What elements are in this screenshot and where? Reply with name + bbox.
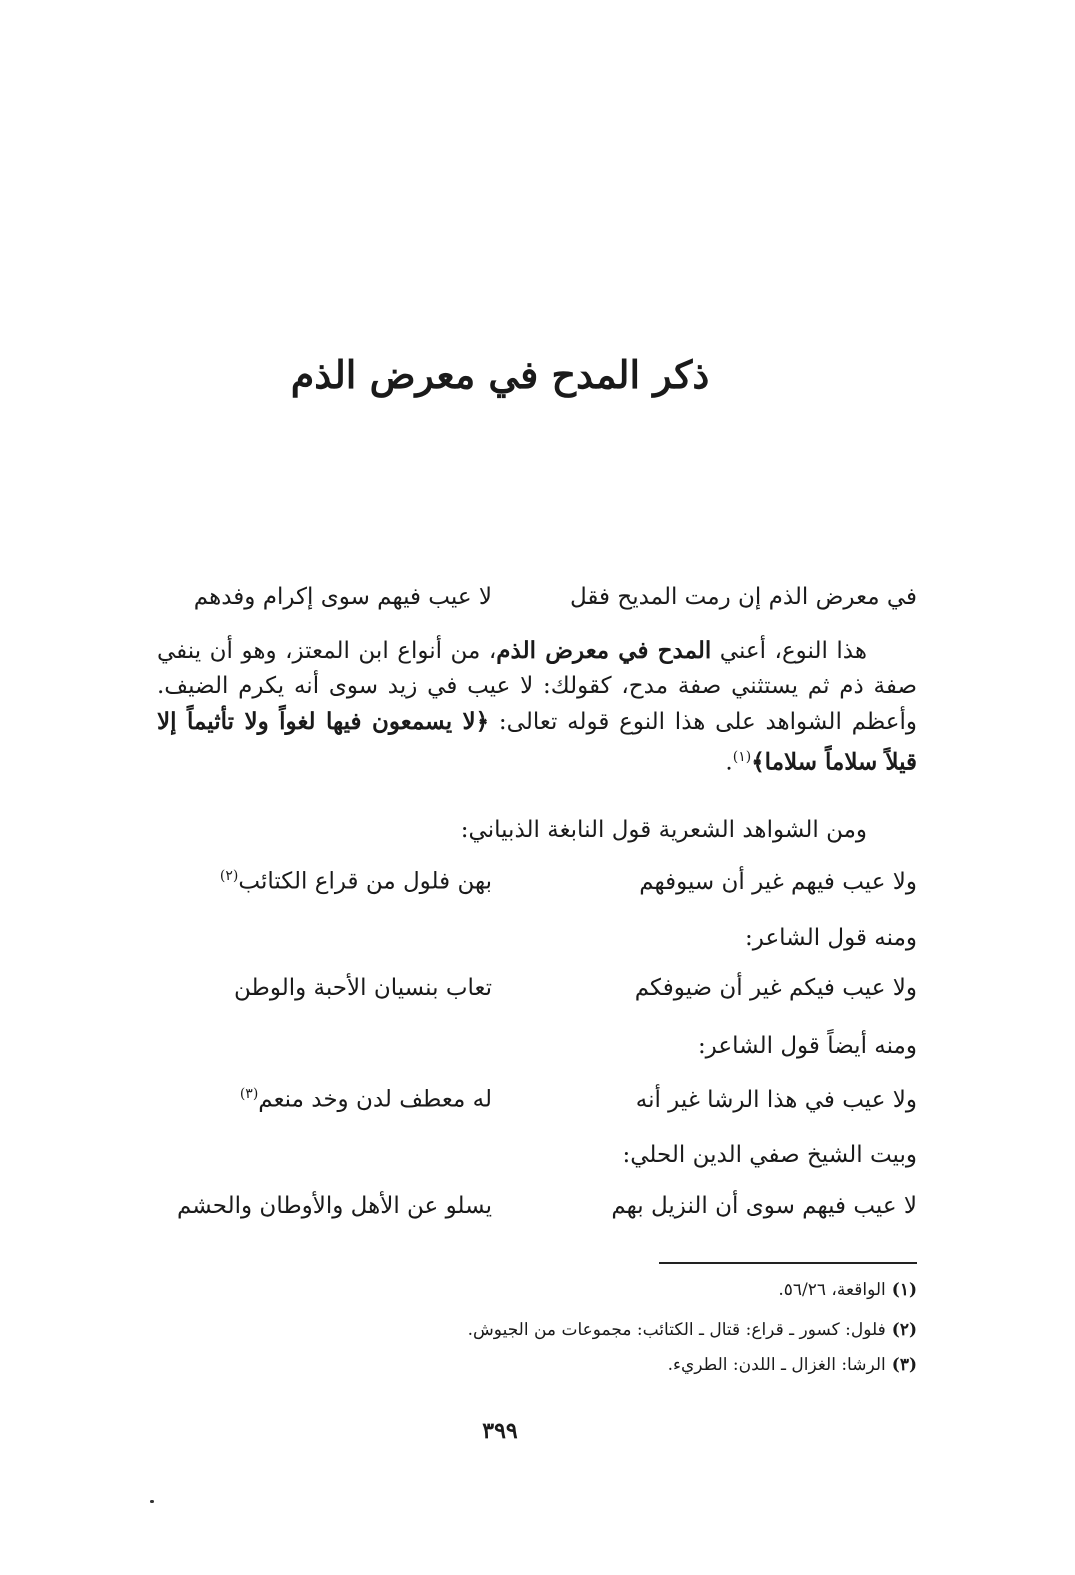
footnote-2-text: فلول: كسور ـ قراع: قتال ـ الكتائب: مجموعات من الجيوش. [467,1320,886,1340]
verse-1-first-hemistich: في معرض الذم إن رمت المديح فقل [569,584,917,610]
verse-3-first-hemistich: ولا عيب فيكم غير أن ضيوفكم [634,975,917,1001]
body-paragraph [157,633,917,781]
footnote-2 [157,1320,917,1340]
page-number: ٣٩٩ [482,1418,518,1444]
verse-1-second-hemistich: لا عيب فيهم سوى إكرام وفدهم [193,584,492,610]
chapter-title: ذكر المدح في معرض الذم [290,352,710,397]
footnote-3-text: الرشا: الغزال ـ اللدن: الطريء. [667,1355,886,1375]
verse-2-second-text: بهن فلول من قراع الكتائب [238,868,492,895]
intro-nabigha: ومن الشواهد الشعرية قول النابغة الذبياني: [460,817,867,843]
verse-5 [152,1193,917,1233]
verse-4-first-hemistich: ولا عيب في هذا الرشا غير أنه [635,1086,917,1113]
verse-2-second-hemistich [152,868,492,895]
verse-1 [152,584,917,624]
footnote-3-number: (٣) [891,1355,917,1375]
verse-5-first-hemistich: لا عيب فيهم سوى أن النزيل بهم [611,1193,917,1219]
footnote-1-text: الواقعة، ٥٦/٢٦. [778,1280,886,1300]
scan-speck [150,1500,154,1503]
intro-safi: وبيت الشيخ صفي الدين الحلي: [622,1142,917,1168]
footnote-ref-3: (٣) [239,1086,259,1102]
verse-2-first-hemistich: ولا عيب فيهم غير أن سيوفهم [639,868,917,895]
footnote-ref-1: (١) [732,749,752,765]
quran-quote: ﴿لا يسمعون فيها لغواً ولا تأثيماً إلا قيلاً سلاماً سلاما﴾ [157,708,917,776]
paragraph-bold-term: المدح في معرض الذم [496,637,712,664]
footnote-separator [659,1262,917,1264]
footnote-2-number: (٢) [891,1320,917,1340]
verse-3-second-hemistich: تعاب بنسيان الأحبة والوطن [234,975,492,1001]
verse-4-second-text: له معطف لدن وخد منعم [258,1086,492,1113]
footnote-1-number: (١) [891,1280,917,1300]
footnote-ref-2: (٢) [219,868,239,884]
footnote-1 [157,1280,917,1300]
footnote-3 [157,1355,917,1375]
paragraph-text-3: . [725,749,733,776]
verse-4 [152,1086,917,1126]
intro-poet-1: ومنه قول الشاعر: [745,925,917,951]
verse-5-second-hemistich: يسلو عن الأهل والأوطان والحشم [176,1193,492,1219]
verse-3 [152,975,917,1015]
intro-poet-2: ومنه أيضاً قول الشاعر: [697,1033,917,1059]
verse-2 [152,868,917,908]
verse-4-second-hemistich [152,1086,492,1113]
paragraph-text-2: ، من أنواع ابن المعتز، وهو أن ينفي صفة ذم ثم يستثني صفة مدح، كقولك: لا عيب في زيد سوى أنه يكرم الضيف. وأعظم الشواهد على هذا النوع قوله تعالى: [157,638,917,735]
paragraph-text-1: هذا النوع، أعني [711,638,867,664]
